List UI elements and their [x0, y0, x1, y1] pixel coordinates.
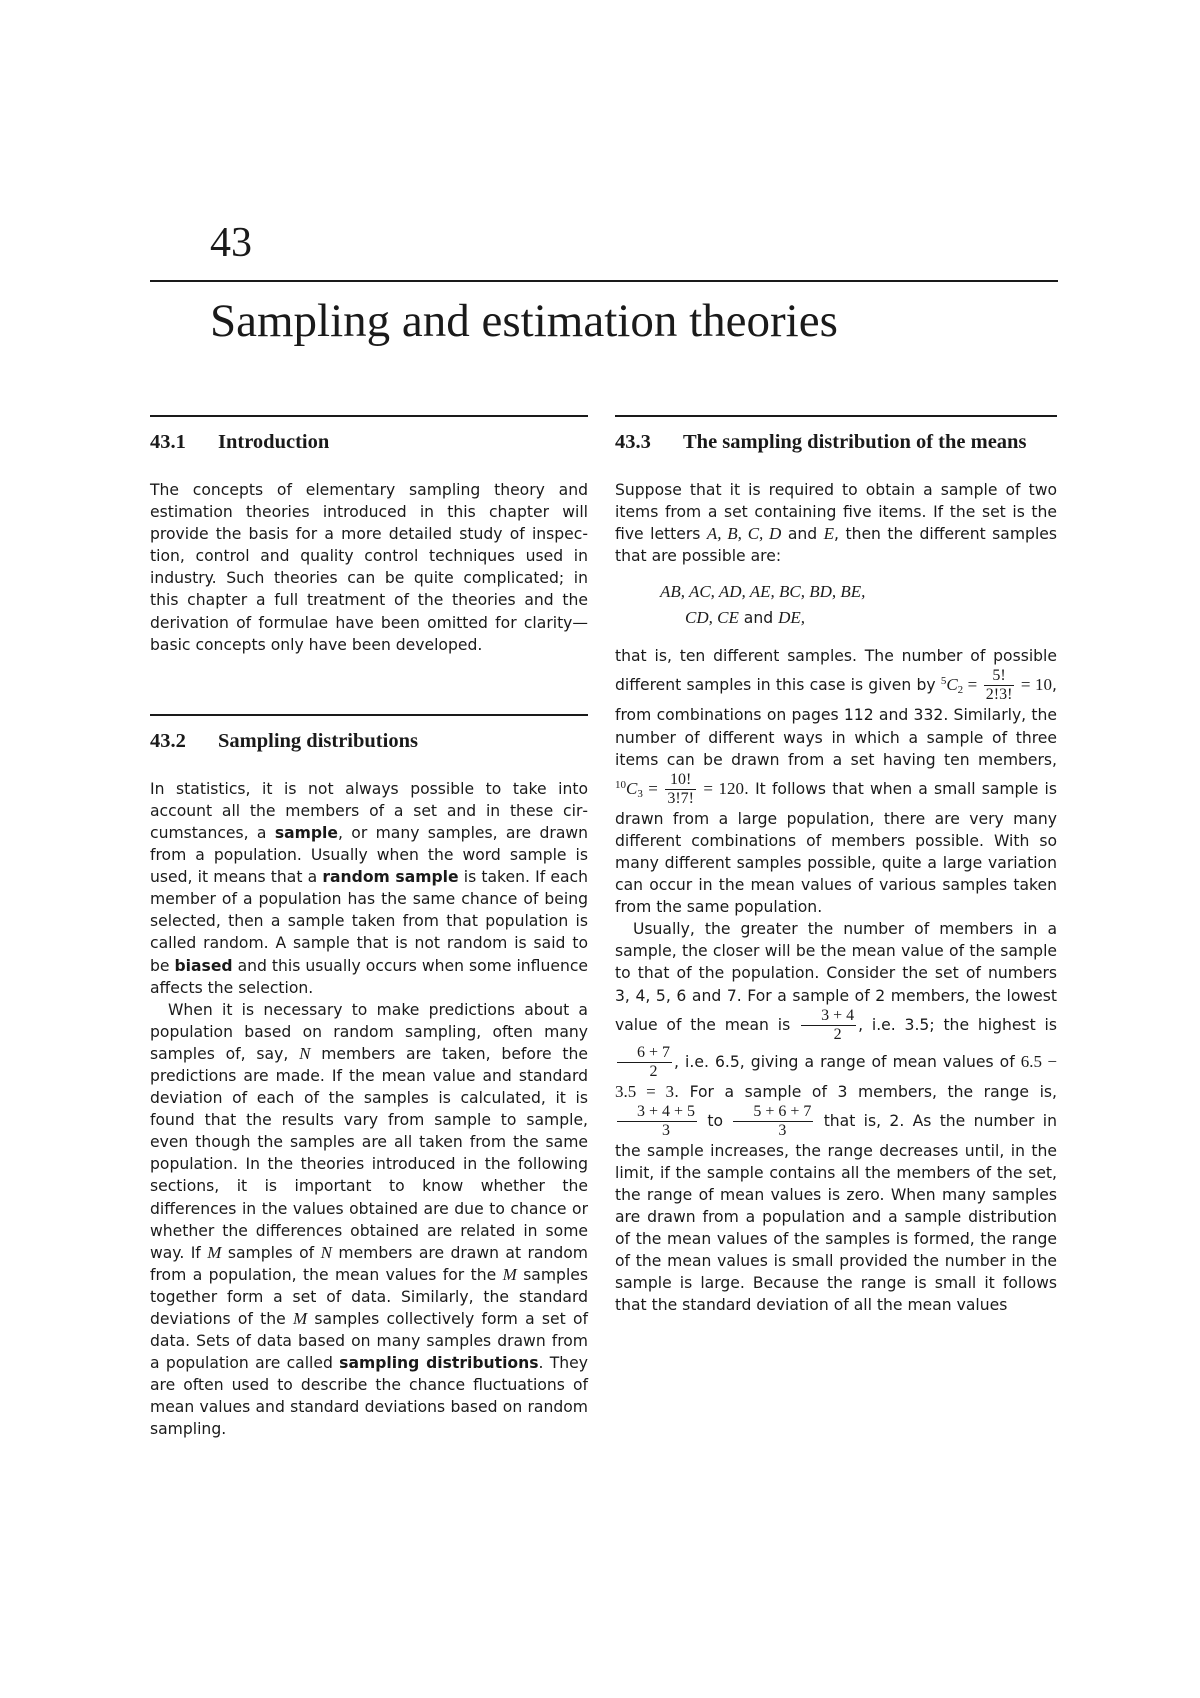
right-column	[615, 415, 1057, 1316]
section-heading-43-3	[615, 429, 1057, 455]
variable-n: N	[299, 1043, 311, 1063]
section-number: 43.1	[150, 431, 186, 453]
chapter-number: 43	[210, 220, 252, 266]
means-paragraph-2: that is, ten different samples. The number of possible different samples in this case is given by $^5C_2$ = $\frac{5!}{2!3!}$ = 10, from combinations on pages 112 and 332. Similarly, the number of different ways in which a sample of three items can be drawn from a set having ten members, $^{10}C_3$ = $\frac{10!}{3!7!}$ = 120. It follows that when a small sample is drawn from a large population, there are very many different combinations of members possible. With so many different samples possible, quite a large variation can occur in the mean values of various samples taken from the same population.	[615, 647, 1057, 917]
sampling-paragraph-2: When it is necessary to make predictions about a population based on random sampling, often many samples of, say, N members are taken, before the predictions are made. If the mean value and standard deviation of each of the samples is calculated, it is found that the results vary from sample to sample, even though the samples are all taken from the same population. In the theories introduced in the following sections, it is important to know whether the differences in the values obtained are due to chance or whether the differences obtained are related in some way. If M samples of N members are drawn at random from a population, the mean values for the M samples together form a set of data. Similarly, the standard deviations of the M samples collectively form a set of data. Sets of data based on many samples drawn from a population are called sampling distributions. They are often used to describe the chance fluctuations of mean values and standard deviations based on random sampling.	[150, 1000, 589, 1439]
fraction-5-factorial: $\frac{5!}{2!3!}$	[985, 667, 1013, 704]
fraction-10-factorial: $\frac{10!}{3!7!}$	[667, 770, 694, 807]
section-number: 43.2	[150, 729, 186, 752]
intro-paragraph: The concepts of elementary sampling theory and estimation theories introduced in this chapter will provide the basis for a more detailed study of inspection, control and quality control techniques used in industry. Such theories can be quite complicated; in this chapter a full treatment of the theories and the derivation of formulae have been omitted for clarity—basic concepts only have been developed.	[150, 481, 588, 654]
chapter-title: Sampling and estimation theories	[210, 295, 838, 347]
sample-list-line-2: CD, CE and DE,	[685, 608, 806, 628]
sample-list-display	[615, 579, 1057, 631]
means-paragraph-1: Suppose that it is required to obtain a sample of two items from a set containing five items. If the set is the five letters A, B, C, D and E, then the different samples that are possible are:	[615, 481, 1058, 566]
variable-m: M	[502, 1264, 517, 1284]
section-title: The sampling distribution of the means	[683, 431, 1027, 453]
sampling-paragraph-1: In statistics, it is not always possible to take into account all the members of a set and in these circumstances, a sample, or many samples, are drawn from a population. Usually when the word sample is used, it means that a random sample is taken. If each member of a population has the same chance of being selected, then a sample taken from that population is called random. A sample that is not random is said to be biased and this usually occurs when some influence affects the selection.	[150, 779, 589, 997]
fraction-range-high: $\frac{5 + 6 + 7}{3}$	[733, 1103, 813, 1140]
section-rule	[615, 415, 1057, 417]
section-rule	[150, 415, 588, 417]
range-expression: 6.5 − 3.5 = 3	[615, 1051, 1058, 1101]
section-heading-43-2	[150, 728, 588, 754]
section-rule	[150, 714, 588, 716]
term-biased: biased	[174, 956, 233, 975]
variable-n: N	[320, 1242, 332, 1262]
section-number: 43.3	[615, 431, 651, 453]
chapter-rule	[150, 280, 1058, 282]
term-sampling-distributions: sampling distributions	[339, 1354, 539, 1373]
section-title: Introduction	[218, 431, 330, 453]
fraction-range-low: $\frac{3 + 4 + 5}{3}$	[617, 1103, 697, 1140]
left-column	[150, 415, 588, 1441]
variable-m: M	[292, 1309, 308, 1328]
term-random-sample: random sample	[322, 868, 459, 887]
term-sample: sample	[274, 823, 338, 842]
letters-a-to-d: A, B, C, D	[706, 524, 782, 544]
section-heading-43-1	[150, 429, 588, 455]
letter-e: E	[823, 524, 835, 544]
variable-m: M	[207, 1242, 222, 1262]
sample-list-line-1: AB, AC, AD, AE, BC, BD, BE,	[660, 582, 866, 602]
section-title: Sampling distributions	[218, 729, 418, 752]
means-paragraph-3: Usually, the greater the number of members in a sample, the closer will be the mean value of the sample to that of the population. Consider the set of numbers 3, 4, 5, 6 and 7. For a sample of 2 members, the lowest value of the mean is $\frac{3 + 4}{2}$ , i.e. 3.5; the highest is $\frac{6 + 7}{2}$ , i.e. 6.5, giving a range of mean values of 6.5 − 3.5 = 3. For a sample of 3 members, the range is, $\frac{3 + 4 + 5}{3}$ to $\frac{5 + 6 + 7}{3}$ that is, 2. As the number in the sample increases, the range decreases until, in the limit, if the sample contains all the members of the set, the range of mean values is zero. When many samples are drawn from a population and a sample distribution of the mean values of the samples is formed, the range of the mean values is small provided the number in the sample is large. Because the range is small it follows that the standard deviation of all the mean values	[615, 920, 1058, 1315]
fraction-lowest-mean: $\frac{3 + 4}{2}$	[801, 1007, 856, 1044]
fraction-highest-mean: $\frac{6 + 7}{2}$	[617, 1044, 672, 1081]
